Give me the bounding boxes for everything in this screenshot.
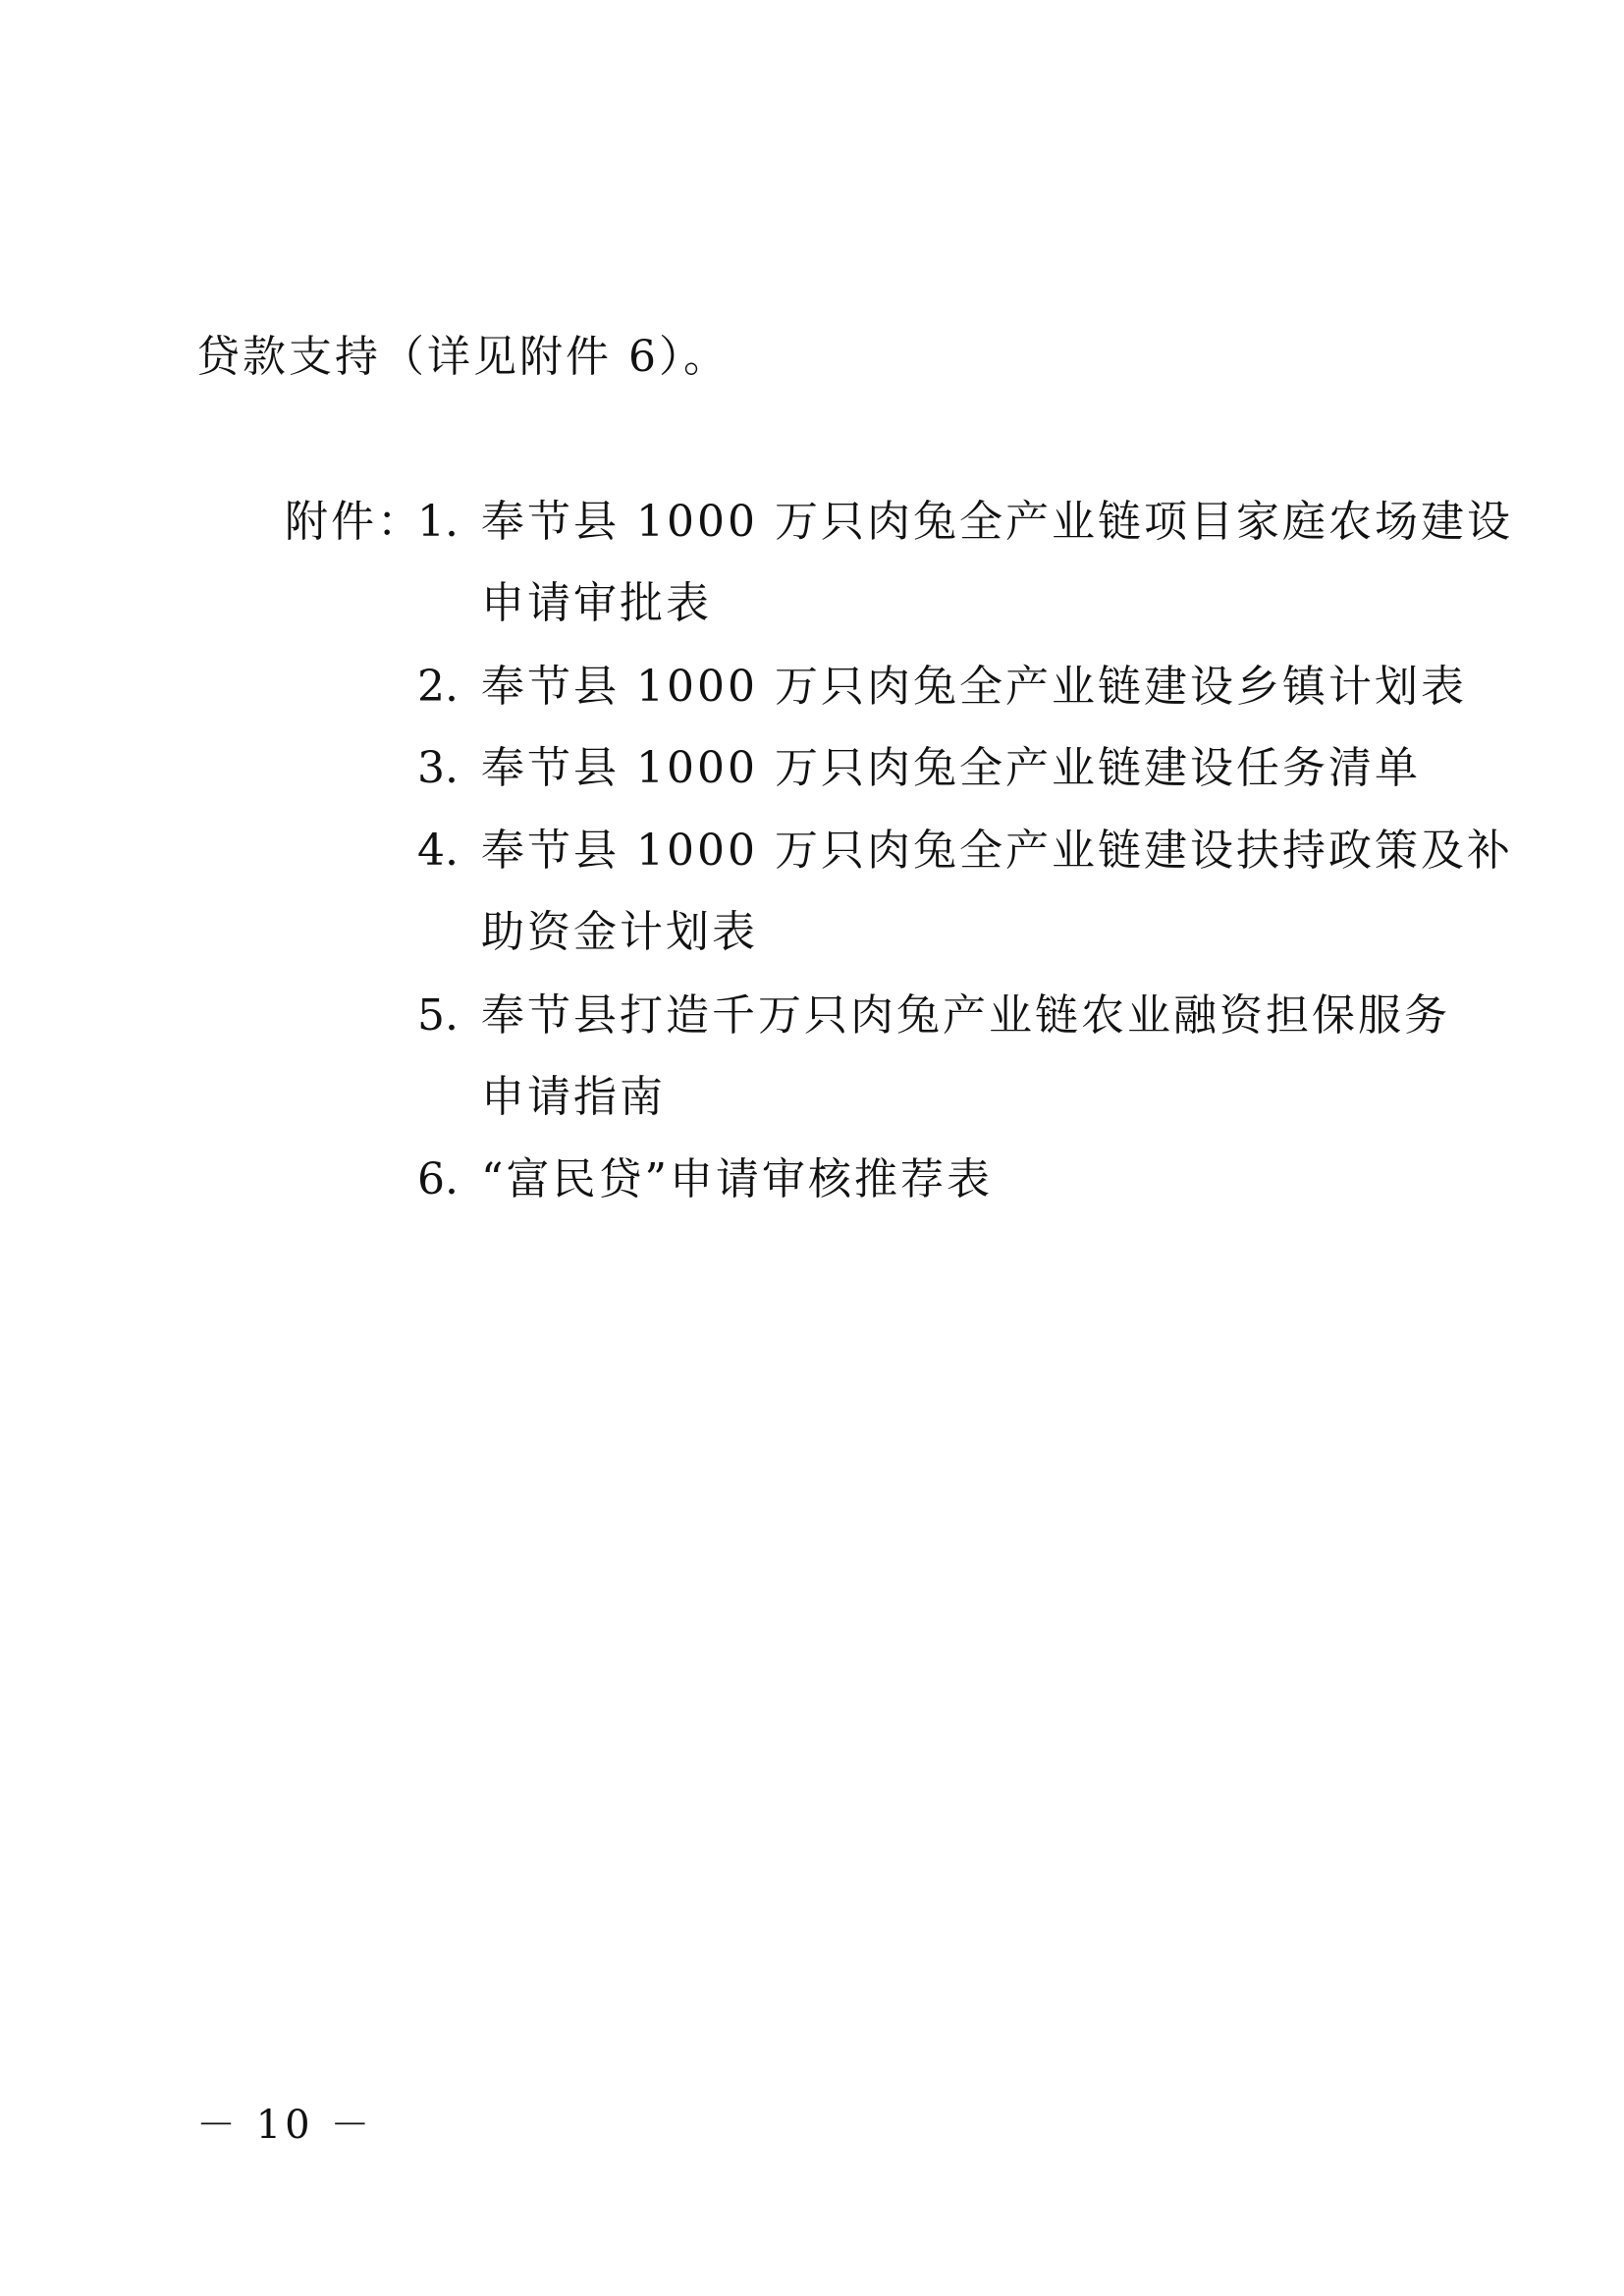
attachments-label: 附件： [285,497,423,547]
attachment-number: 5. [417,990,459,1041]
attachment-number: 6. [417,1154,459,1204]
attachment-number: 2. [417,662,459,712]
attachment-title-line1: 奉节县 1000 万只肉兔全产业链建设乡镇计划表 [481,662,1467,712]
attachment-number: 1. [417,497,459,547]
paragraph-tail: 贷款支持（详见附件 6）。 [196,332,730,382]
page-number: － 10 － [196,2103,374,2148]
attachment-title-line2: 助资金计划表 [481,907,758,957]
attachment-title-line1: 奉节县 1000 万只肉兔全产业链建设任务清单 [481,743,1421,793]
attachment-number: 4. [417,826,459,876]
attachment-title-line2: 申请审批表 [481,578,712,628]
attachment-title-line2: 申请指南 [481,1072,666,1122]
attachment-number: 3. [417,743,459,793]
attachment-title-line1: 奉节县 1000 万只肉兔全产业链建设扶持政策及补 [481,826,1513,876]
attachment-title-line1: 奉节县打造千万只肉兔产业链农业融资担保服务 [481,990,1450,1041]
attachment-title-line1: 奉节县 1000 万只肉兔全产业链项目家庭农场建设 [481,497,1513,547]
attachment-title-line1: “富民贷”申请审核推荐表 [481,1154,993,1204]
